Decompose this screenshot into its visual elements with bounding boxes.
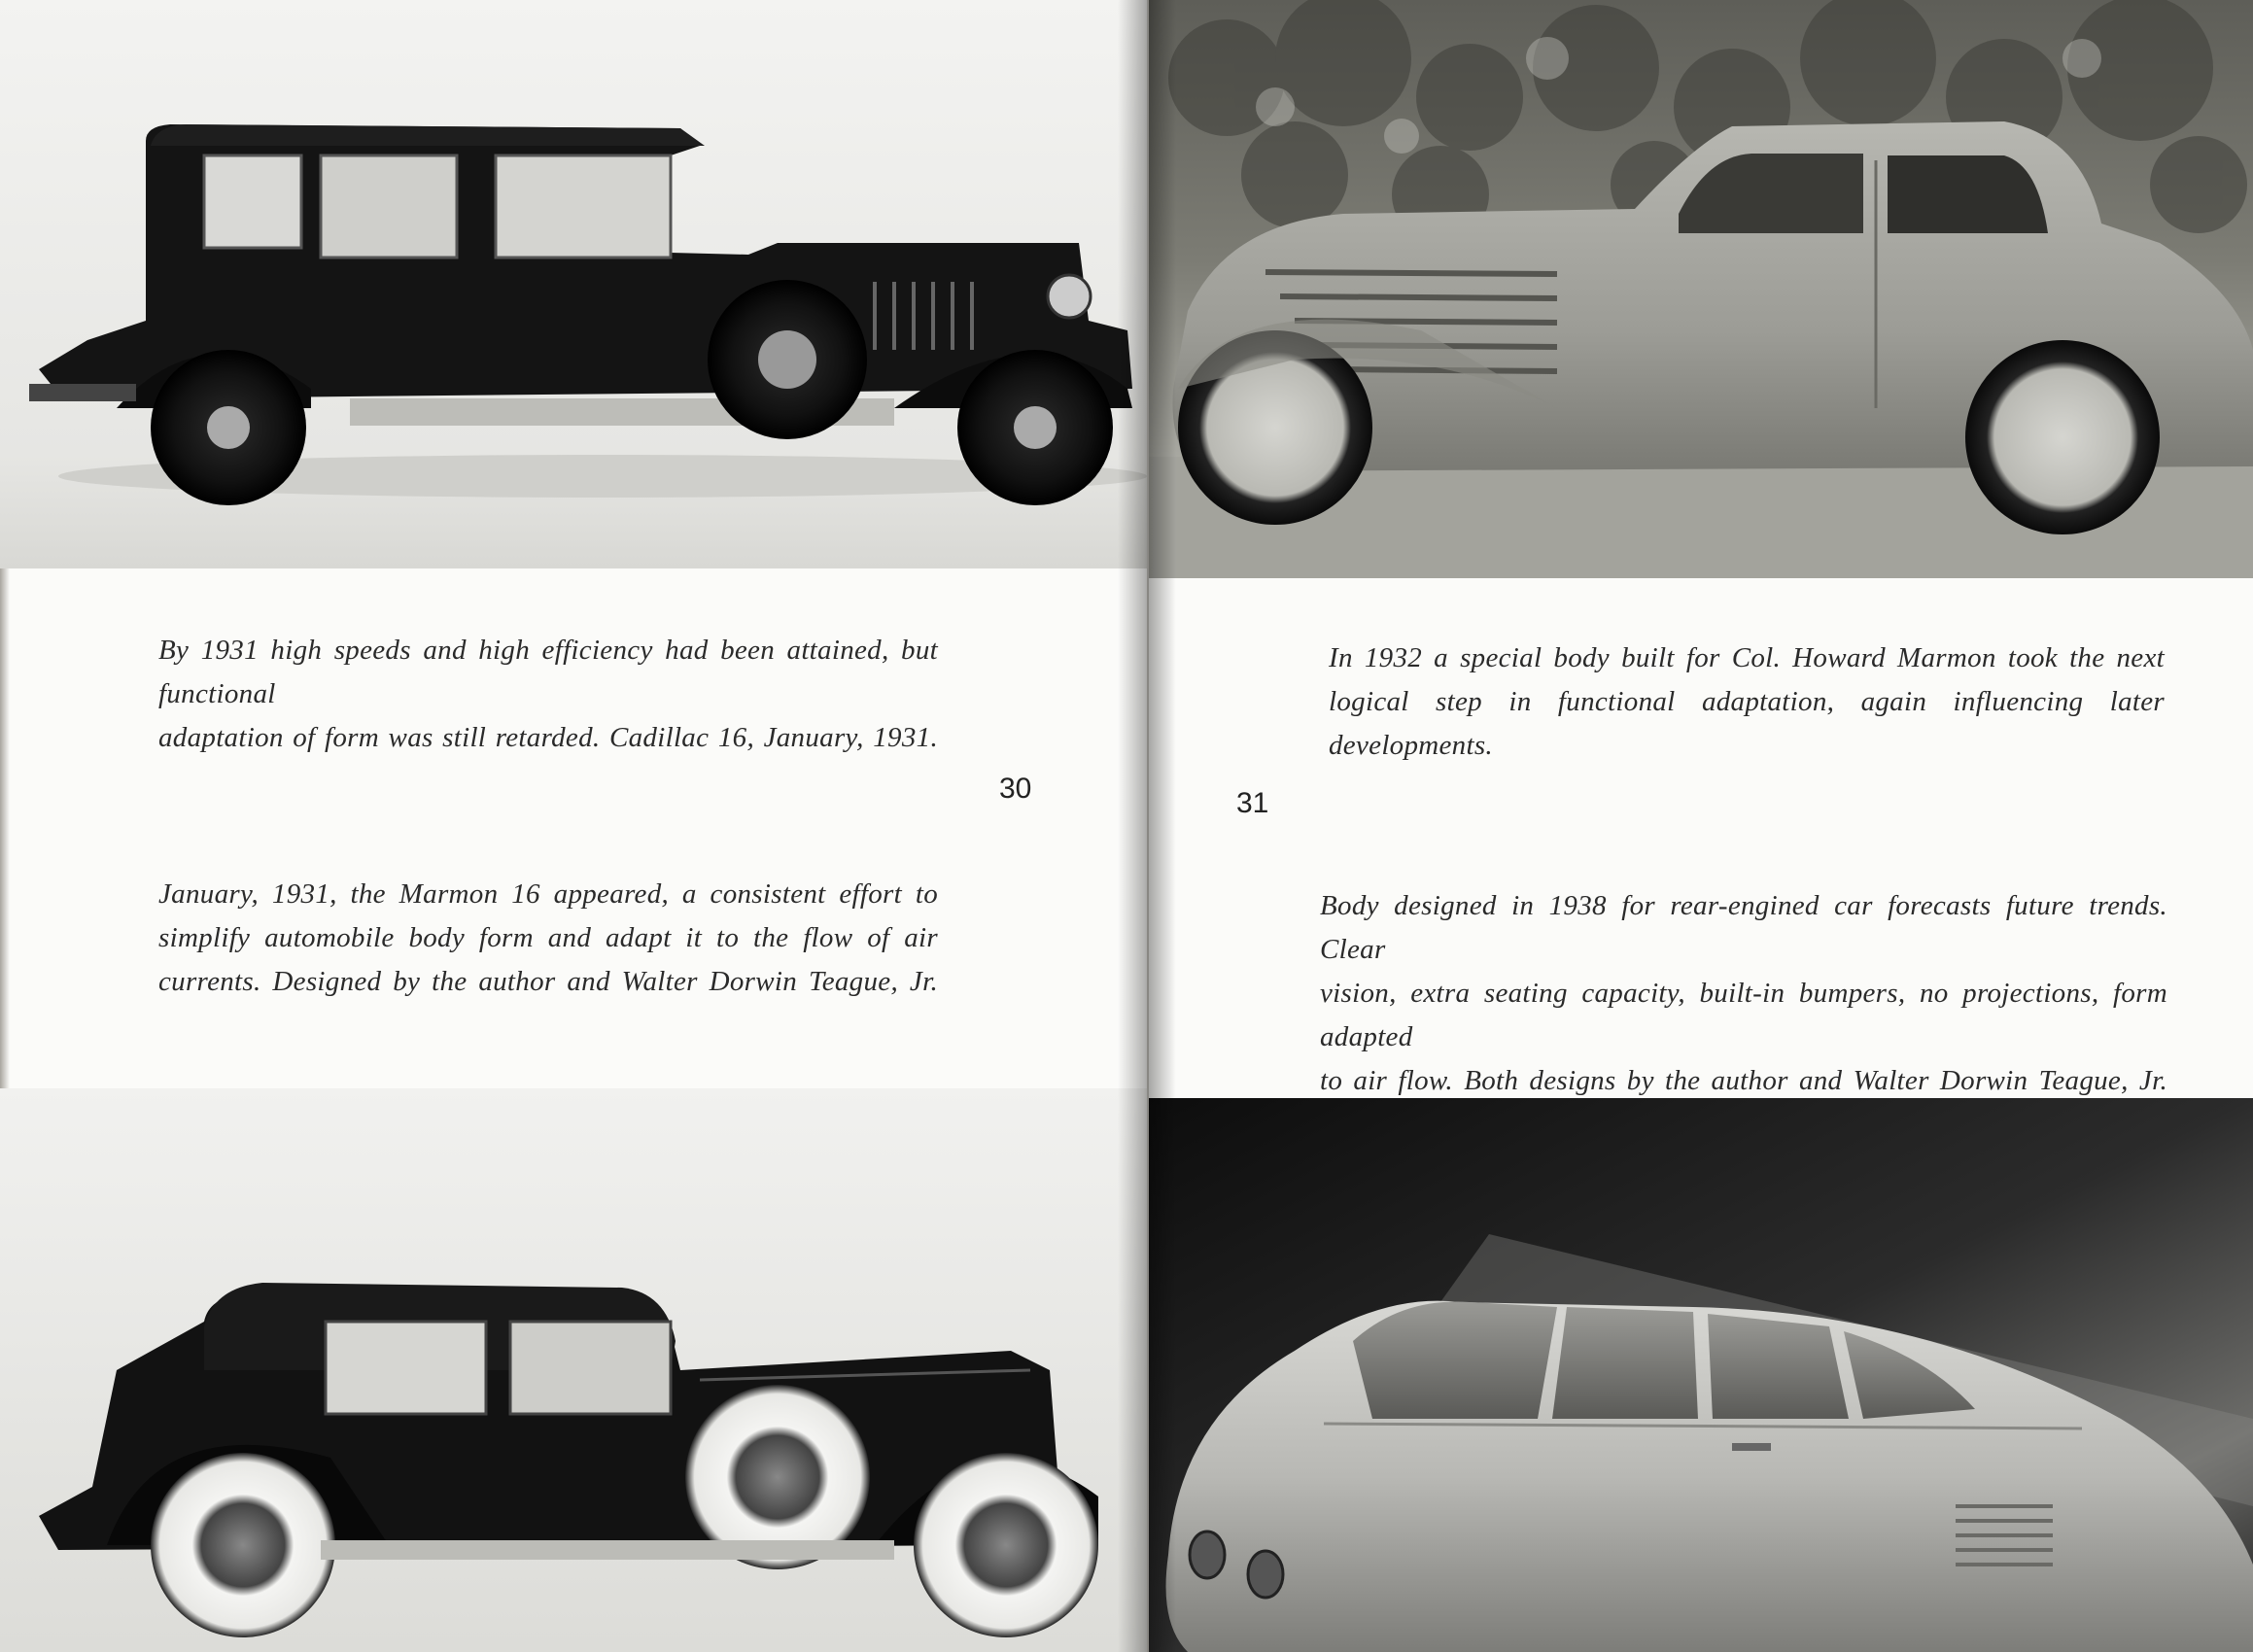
caption-line: adaptation of form was still retarded. Cadillac 16, January, 1931. (158, 722, 938, 753)
caption-line: vision, extra seating capacity, built-in bumpers, no projections, form adapted (1320, 978, 2167, 1052)
caption-line: By 1931 high speeds and high efficiency had been attained, but functional (158, 635, 938, 709)
rear-engined-car-caption (1320, 884, 2167, 1103)
marmon-16-caption (158, 873, 938, 1004)
caption-line: simplify automobile body form and adapt it to the flow of air (158, 922, 938, 953)
marmon-special-body-photo (1149, 0, 2253, 578)
caption-line: January, 1931, the Marmon 16 appeared, a consistent effort to (158, 878, 938, 910)
marmon-16-photo (0, 1088, 1147, 1652)
page-number: 30 (999, 773, 1032, 805)
right-page (1149, 0, 2253, 1652)
caption-line: currents. Designed by the author and Walter Dorwin Teague, Jr. (158, 966, 938, 997)
marmon-special-caption (1329, 637, 2165, 768)
caption-line: Body designed in 1938 for rear-engined car forecasts future trends. Clear (1320, 890, 2167, 965)
cadillac-16-photo (0, 0, 1147, 568)
cadillac-16-caption (158, 629, 938, 760)
rear-engined-car-photo (1149, 1098, 2253, 1652)
caption-line: logical step in functional adaptation, again influencing later developments. (1329, 686, 2165, 761)
caption-line: In 1932 a special body built for Col. Howard Marmon took the next (1329, 642, 2165, 673)
caption-line: to air flow. Both designs by the author and Walter Dorwin Teague, Jr. (1320, 1065, 2167, 1096)
page-number: 31 (1236, 787, 1269, 819)
